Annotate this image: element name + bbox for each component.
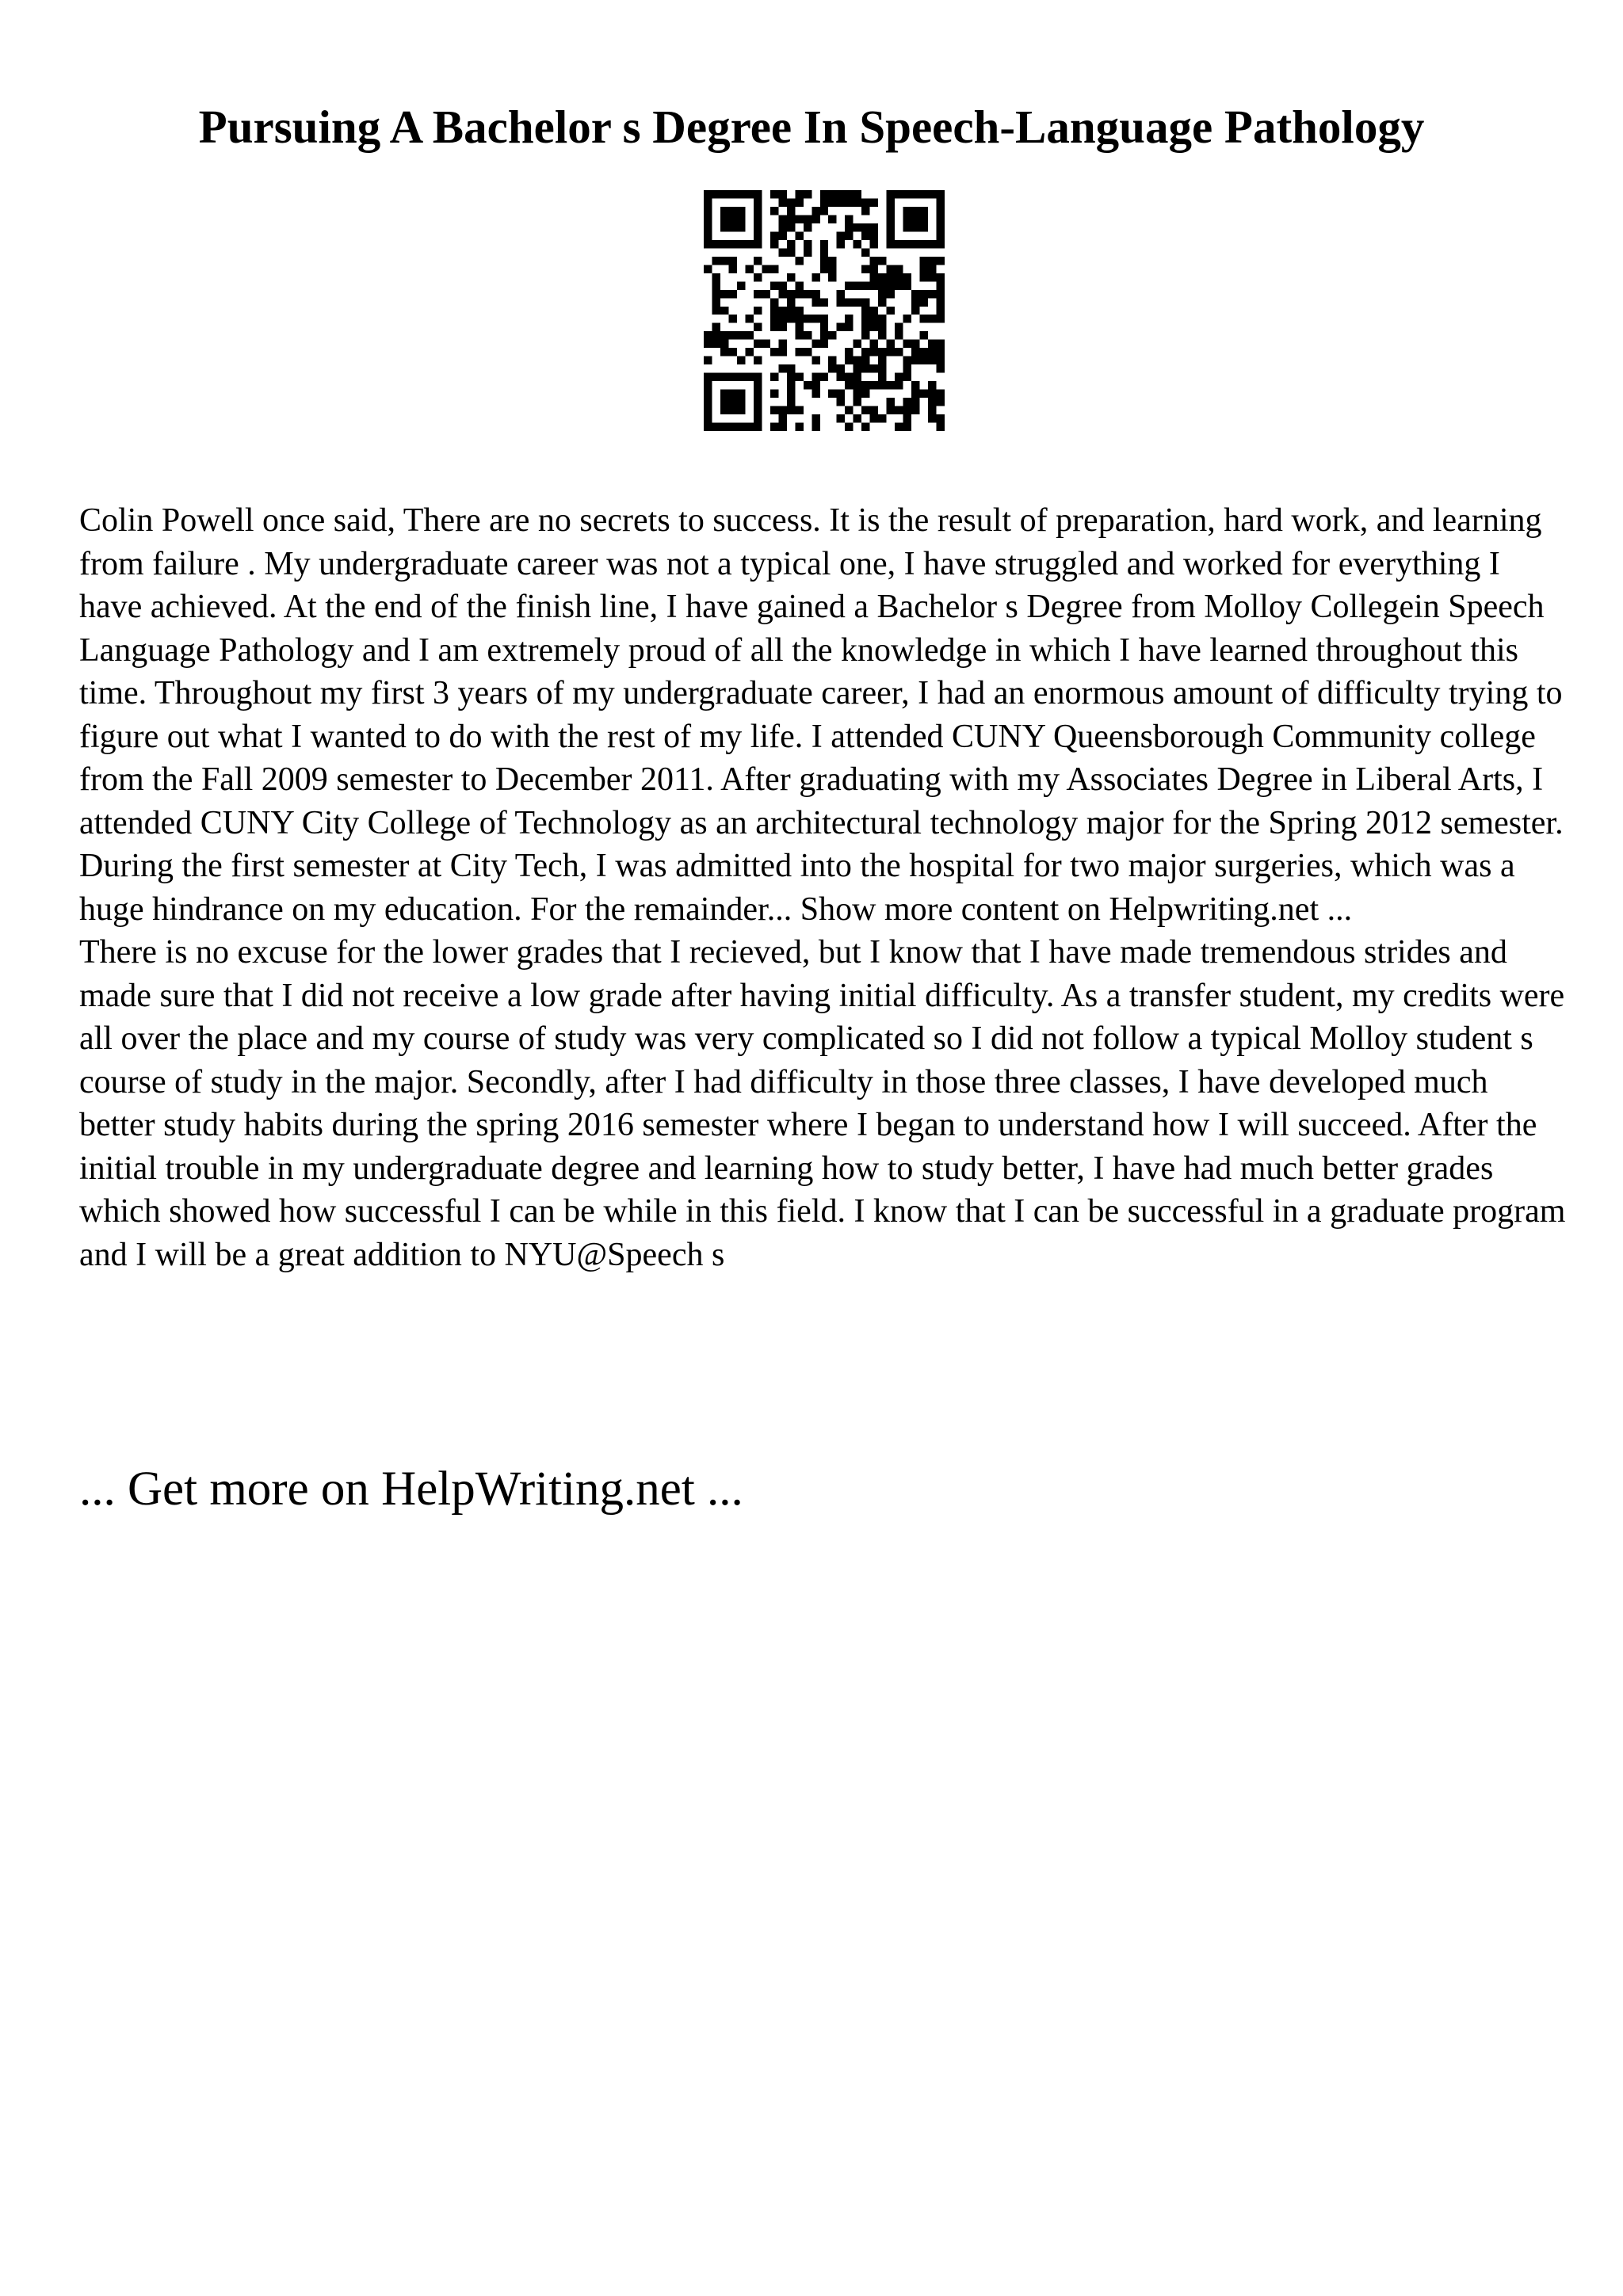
qr-code-icon (704, 190, 945, 431)
body-paragraph-2: There is no excuse for the lower grades that I recieved, but I know that I have made tremendous strides and made sure that I did not receive a low grade after having initial difficulty. As a transfer student, my credits were all over the place and my course of study was very complicated so I did not follow a typical Molloy student s course of study in the major. Secondly, after I had difficulty in those three classes, I have developed much better study habits during the spring 2016 semester where I began to understand how I will succeed. After the initial trouble in my undergraduate degree and learning how to study better, I have had much better grades which showed how successful I can be while in this field. I know that I can be successful in a graduate program and I will be a great addition to NYU@Speech s (79, 934, 1566, 1273)
get-more-link[interactable]: ... Get more on HelpWriting.net ... (79, 1463, 743, 1516)
document-body (79, 499, 1569, 1276)
body-paragraph-1: Colin Powell once said, There are no secrets to success. It is the result of preparation, hard work, and learning from failure . My undergraduate career was not a typical one, I have struggled and worked for everything I have achieved. At the end of the finish line, I have gained a Bachelor s Degree from Molloy Collegein Speech Language Pathology and I am extremely proud of all the knowledge in which I have learned throughout this time. Throughout my first 3 years of my undergraduate career, I had an enormous amount of difficulty trying to figure out what I wanted to do with the rest of my life. I attended CUNY Queensborough Community college from the Fall 2009 semester to December 2011. After graduating with my Associates Degree in Liberal Arts, I attended CUNY City College of Technology as an architectural technology major for the Spring 2012 semester. During the first semester at City Tech, I was admitted into the hospital for two major surgeries, which was a huge hindrance on my education. For the remainder... Show more content on Helpwriting.net ... (79, 502, 1564, 928)
document-title: Pursuing A Bachelor s Degree In Speech-Language Pathology (198, 101, 1425, 153)
